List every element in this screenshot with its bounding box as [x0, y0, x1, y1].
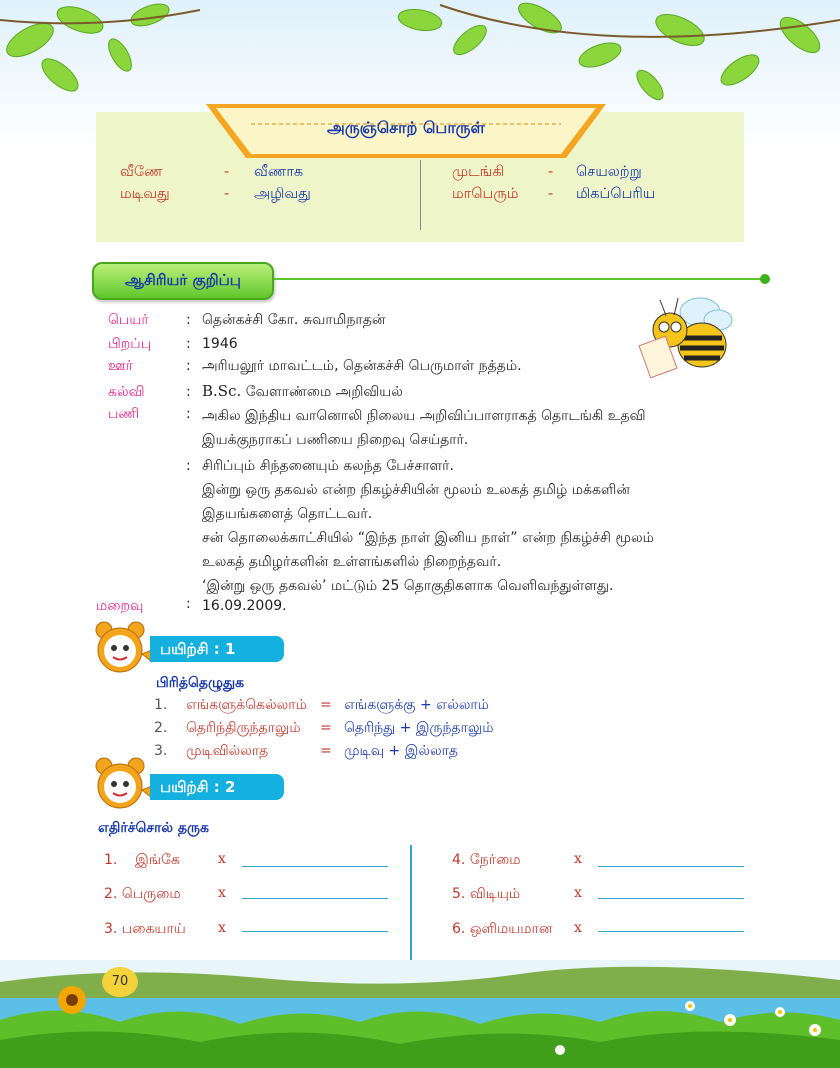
- exercise-2-subtitle: எதிர்ச்சொல் தருக: [98, 820, 209, 836]
- label-education: கல்வி: [108, 384, 145, 400]
- answer-blank[interactable]: [598, 931, 744, 932]
- colon: :: [186, 358, 191, 374]
- extra-line: ‘இன்று ஒரு தகவல்’ மட்டும் 25 தொகுதிகளாக வெளிவந்துள்ளது.: [202, 578, 614, 594]
- exercise-1-item: 1. எங்களுக்கெல்லாம் = எங்களுக்கு + எல்லாம்: [154, 697, 489, 713]
- antonym-item: 3. பகையாய்: [104, 921, 186, 937]
- column-divider: [410, 845, 412, 963]
- colon: :: [186, 406, 191, 422]
- alarm-clock-icon: [90, 620, 152, 678]
- exercise-1-title: பயிற்சி : 1: [160, 640, 236, 658]
- exercise-1-subtitle: பிரித்தெழுதுக: [156, 675, 245, 691]
- extra-line: சன் தொலைக்காட்சியில் “இந்த நாள் இனிய நாள்” என்ற நிகழ்ச்சி மூலம்: [202, 530, 654, 546]
- birth-place: அரியலூர் மாவட்டம், தென்கச்சி பெருமாள் நத்தம்.: [202, 358, 522, 374]
- cross-mark: x: [574, 885, 582, 901]
- cross-mark: x: [218, 885, 226, 901]
- vocab-divider: [420, 160, 421, 230]
- label-name: பெயர்: [108, 312, 149, 328]
- antonym-item: 6. ஒளிமயமான: [452, 921, 553, 937]
- cross-mark: x: [218, 920, 226, 936]
- vocabulary-title: அருஞ்சொற் பொருள்: [327, 118, 485, 137]
- death-date: 16.09.2009.: [202, 598, 287, 614]
- header-line: [274, 278, 764, 280]
- header-dot: [760, 274, 770, 284]
- antonym-item: 2. பெருமை: [104, 886, 181, 902]
- cross-mark: x: [574, 851, 582, 867]
- author-name: தென்கச்சி கோ. சுவாமிநாதன்: [202, 312, 386, 328]
- vocab-item: வீணே - வீணாக: [120, 164, 304, 180]
- label-place: ஊர்: [108, 358, 133, 374]
- answer-blank[interactable]: [242, 866, 388, 867]
- extra-line: இன்று ஒரு தகவல் என்ற நிகழ்ச்சியின் மூலம் உலகத் தமிழ் மக்களின்: [202, 482, 630, 498]
- alarm-clock-icon: [90, 756, 152, 814]
- extra-line: சிரிப்பும் சிந்தனையும் கலந்த பேச்சாளர்.: [202, 458, 454, 474]
- antonym-item: 1. இங்கே: [104, 852, 180, 868]
- label-work: பணி: [108, 406, 140, 422]
- colon: :: [186, 336, 191, 352]
- bee-illustration: [630, 290, 740, 380]
- answer-blank[interactable]: [242, 898, 388, 899]
- extra-line: உலகத் தமிழர்களின் உள்ளங்களில் நிறைந்தவர்.: [202, 554, 502, 570]
- colon: :: [186, 458, 191, 474]
- cross-mark: x: [574, 920, 582, 936]
- answer-blank[interactable]: [242, 931, 388, 932]
- work-line: அகில இந்திய வானொலி நிலைய அறிவிப்பாளராகத் தொடங்கி உதவி: [202, 408, 646, 424]
- education: B.Sc. வேளாண்மை அறிவியல்: [202, 382, 403, 400]
- page-number: 70: [102, 967, 138, 997]
- exercise-2-title: பயிற்சி : 2: [160, 778, 236, 796]
- label-birth: பிறப்பு: [108, 336, 152, 352]
- exercise-1-item: 3. முடிவில்லாத = முடிவு + இல்லாத: [154, 743, 459, 759]
- label-death: மறைவு: [96, 598, 144, 614]
- answer-blank[interactable]: [598, 898, 744, 899]
- vocab-item: மாபெரும் - மிகப்பெரிய: [452, 186, 656, 202]
- vocab-item: மடிவது - அழிவது: [120, 186, 311, 202]
- teacher-note-title: ஆசிரியர் குறிப்பு: [125, 271, 241, 289]
- colon: :: [186, 312, 191, 328]
- antonym-item: 4. நேர்மை: [452, 852, 521, 868]
- cross-mark: x: [218, 851, 226, 867]
- answer-blank[interactable]: [598, 866, 744, 867]
- exercise-1-item: 2. தெரிந்திருந்தாலும் = தெரிந்து + இருந்தாலும்: [154, 720, 494, 736]
- extra-line: இதயங்களைத் தொட்டவர்.: [202, 506, 373, 522]
- work-line: இயக்குநராகப் பணியை நிறைவு செய்தார்.: [202, 432, 469, 448]
- birth-year: 1946: [202, 336, 238, 352]
- leaves-decoration: [0, 0, 840, 110]
- vocab-item: முடங்கி - செயலற்று: [452, 164, 642, 180]
- colon: :: [186, 596, 191, 612]
- colon: :: [186, 384, 191, 400]
- antonym-item: 5. விடியும்: [452, 886, 521, 902]
